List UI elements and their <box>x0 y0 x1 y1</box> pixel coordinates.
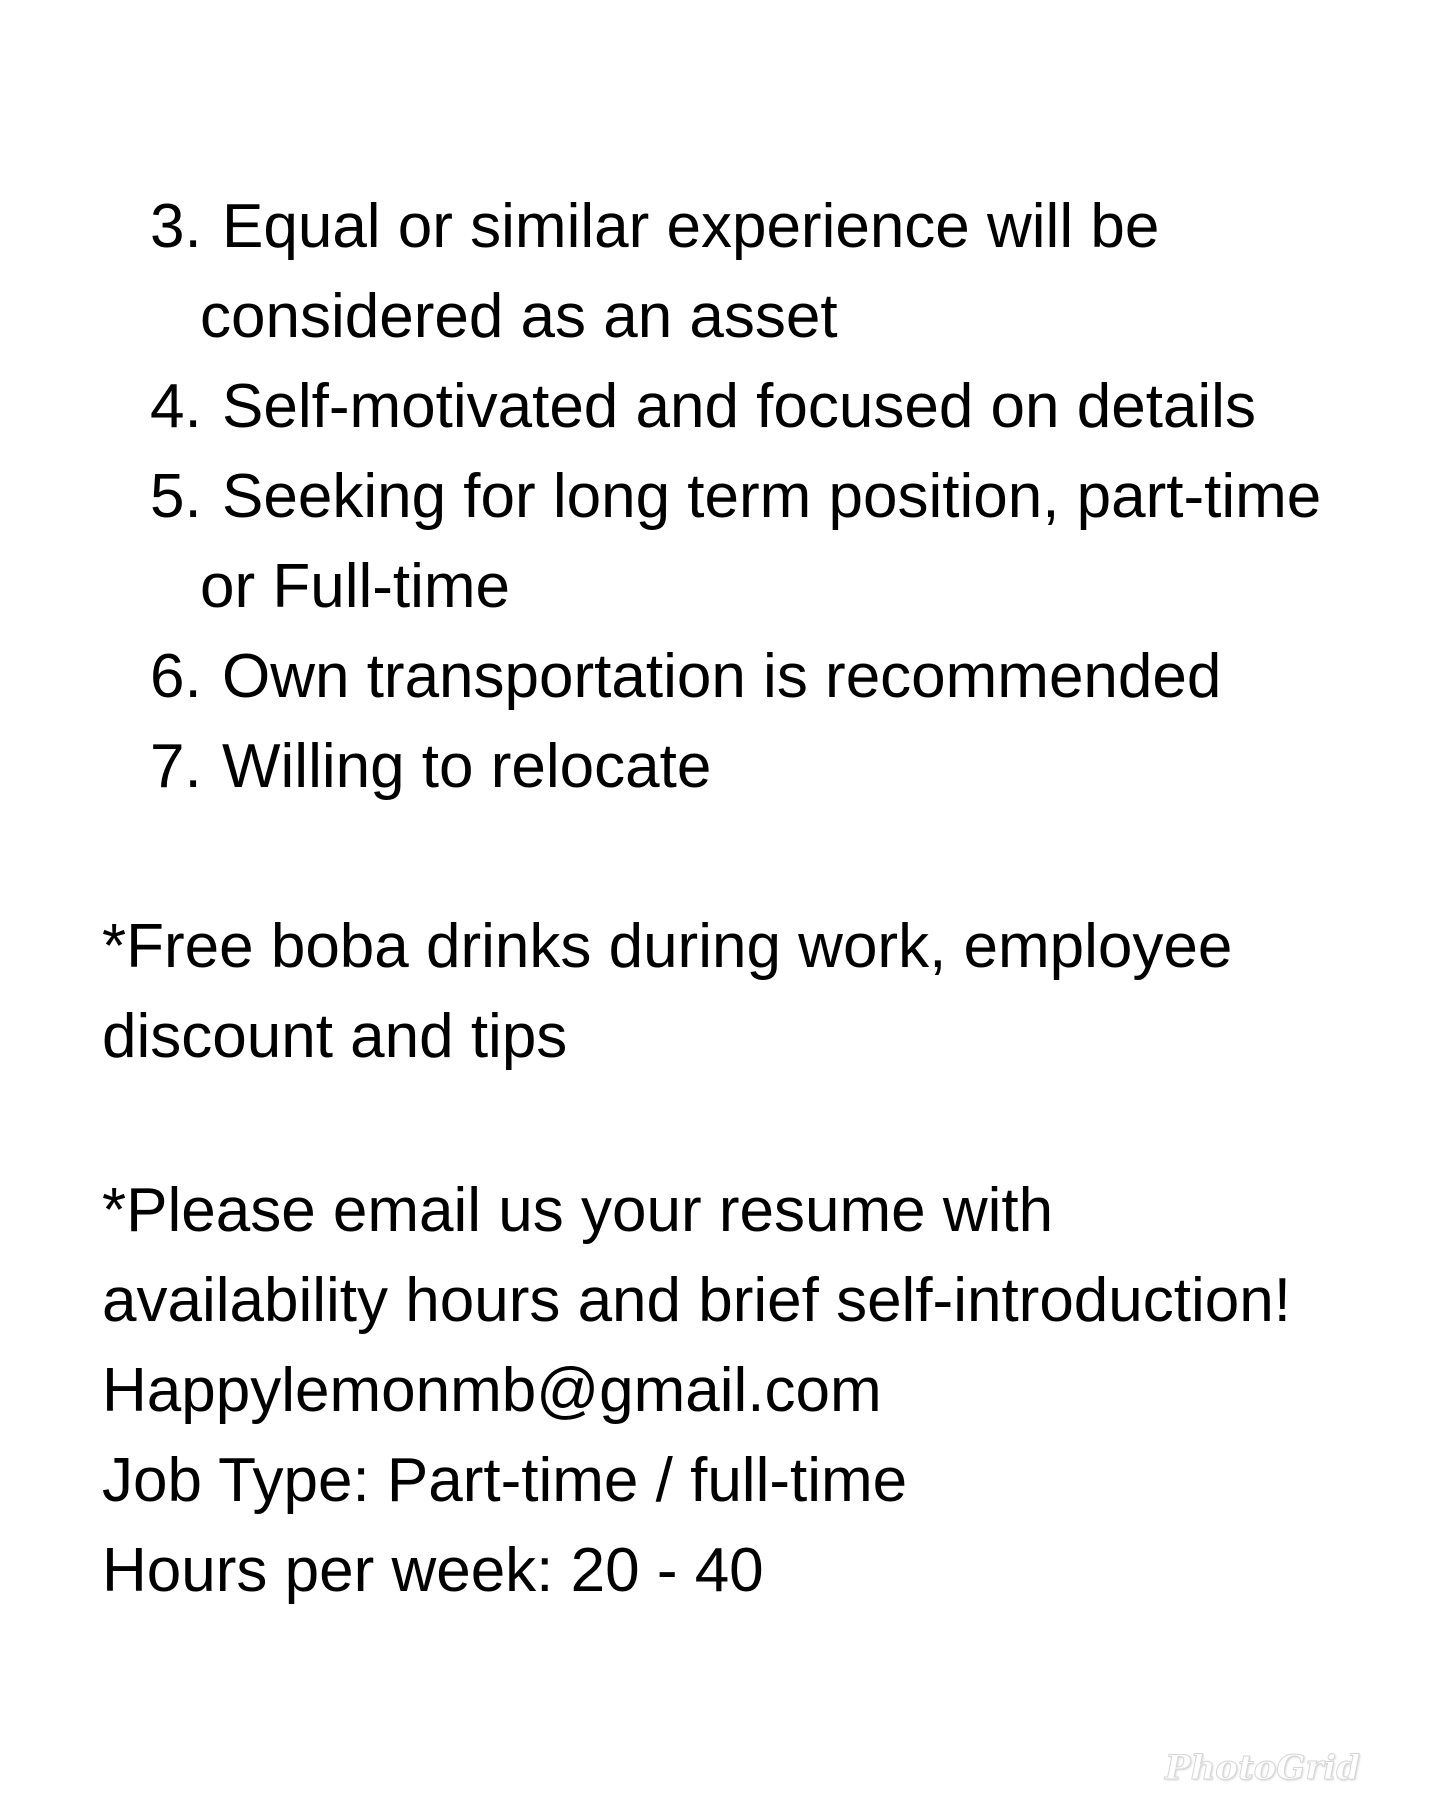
requirement-text: Willing to relocate <box>222 732 712 801</box>
list-number: 7. <box>150 732 202 801</box>
requirement-5-continued <box>200 552 511 621</box>
requirement-text: Equal or similar experience will be <box>222 192 1160 261</box>
requirement-3-continued <box>200 282 838 351</box>
list-number: 3. <box>150 192 202 261</box>
requirement-text: Seeking for long term position, part-time <box>222 462 1322 531</box>
perks-line-1: *Free boba drinks during work, employee <box>102 912 1233 981</box>
perks-line-2: discount and tips <box>102 1002 568 1071</box>
list-number: 5. <box>150 462 202 531</box>
requirement-7 <box>150 732 712 801</box>
job-type: Job Type: Part-time / full-time <box>102 1446 908 1515</box>
list-number: 4. <box>150 372 202 441</box>
requirement-text: Own transportation is recommended <box>222 642 1222 711</box>
contact-email: Happylemonmb@gmail.com <box>102 1356 882 1425</box>
requirement-text: Self-motivated and focused on details <box>222 372 1256 441</box>
requirement-text: considered as an asset <box>200 282 838 351</box>
requirement-3 <box>150 192 1160 261</box>
apply-line-1: *Please email us your resume with <box>102 1176 1054 1245</box>
requirement-6 <box>150 642 1222 711</box>
apply-line-2: availability hours and brief self-introduction! <box>102 1266 1291 1335</box>
requirement-text: or Full-time <box>200 552 511 621</box>
photogrid-watermark: PhotoGrid <box>1165 1748 1360 1788</box>
hours-per-week: Hours per week: 20 - 40 <box>102 1536 764 1605</box>
requirement-5 <box>150 462 1322 531</box>
requirement-4 <box>150 372 1256 441</box>
list-number: 6. <box>150 642 202 711</box>
